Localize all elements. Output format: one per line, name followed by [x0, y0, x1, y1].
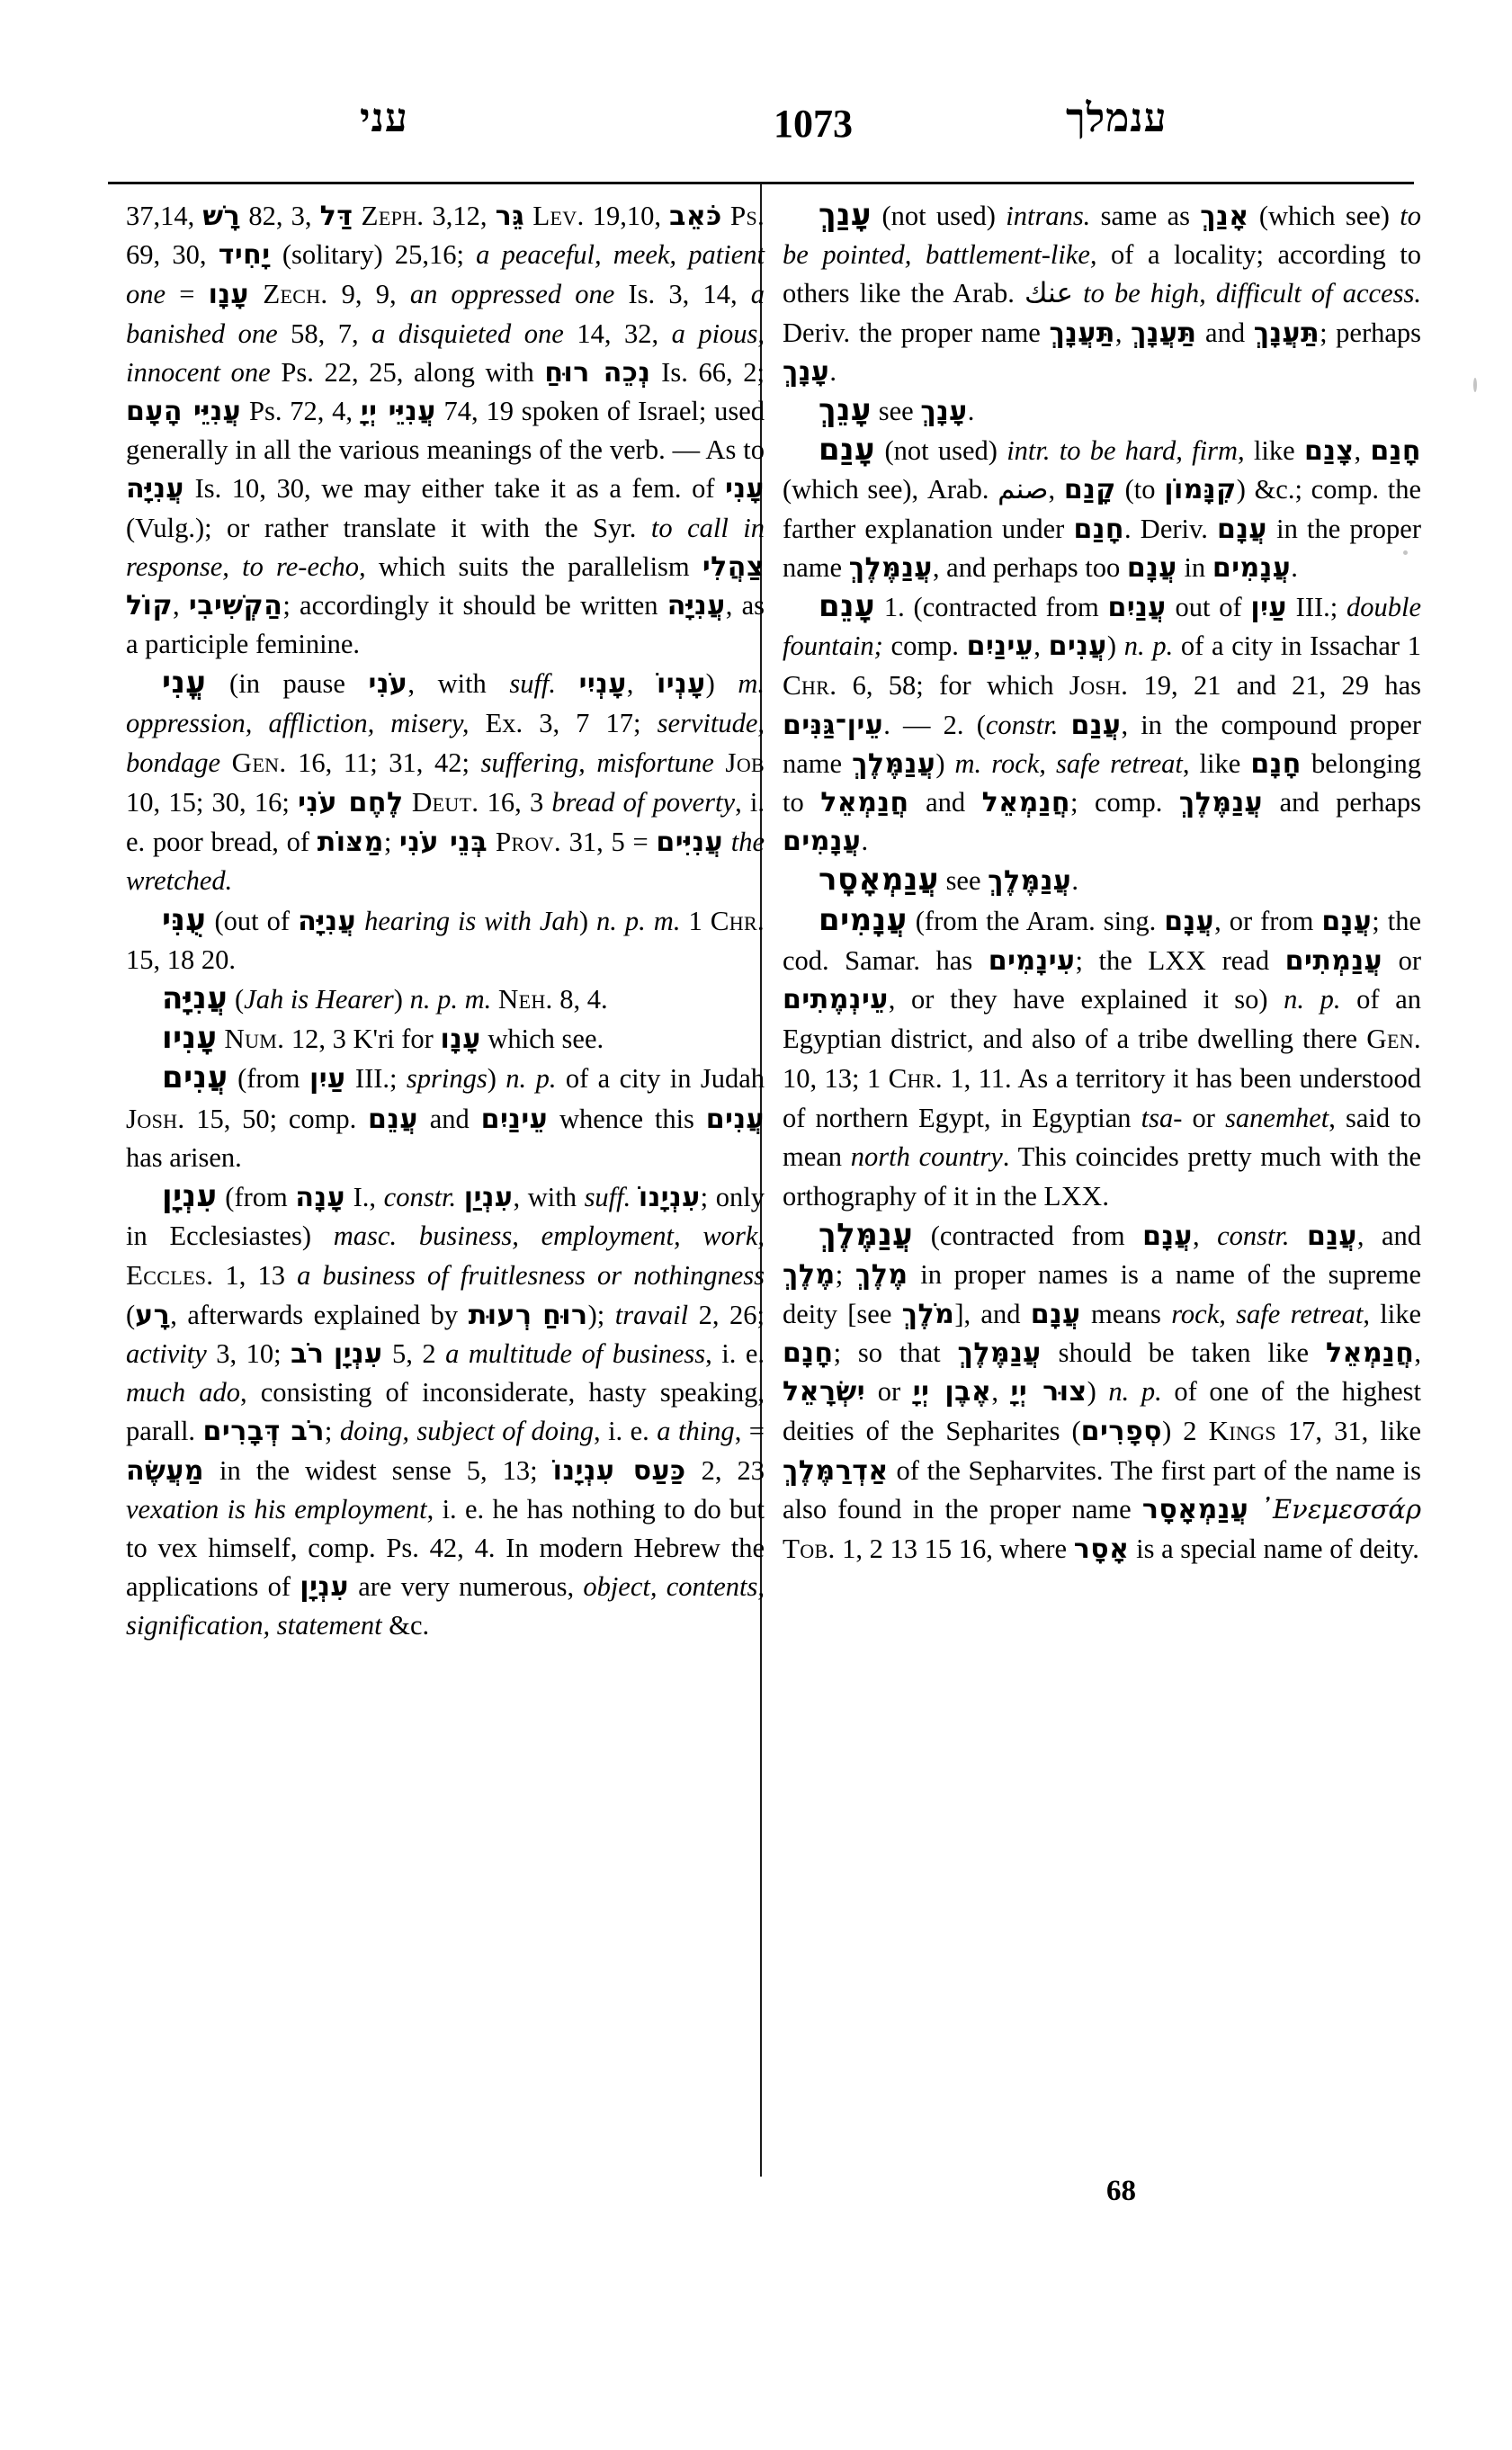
entry-paragraph: עִנְיָן (from עָנָה I., constr. עִנְיַן, with suff. עִנְיָנוֹ; only in Ecclesiastes) masc. business, employment, work, Eccles. 1, 13 a business of fruitlesness or nothingness (רָע, afterwards explained by רְעוּת רוּחַ); travail 2, 26; activity 3, 10; רֹב עִנְיָן 5, 2 a multitude of business, i. e. much ado, consisting of inconsiderate, hasty speaking, parall. רֹב דְּבָרִים; doing, subject of doing, i. e. a thing, = מַעֲשֶׂה in the widest sense 5, 13; כַּעַס עִנְיָנוֹ 2, 23 vexation is his employment, i. e. he has nothing to do but to vex himself, comp. Ps. 42, 4. In modern Hebrew the applications of עִנְיָן are very numerous, object, contents, signification, statement &c. [126, 1178, 765, 1641]
entry-paragraph: עֲנִים (from עַיִן III.; springs) n. p. of a city in Judah Josh. 15, 50; comp. עֲנֵם and עֵינַיִם whence this עֲנִים has arisen. [126, 1060, 765, 1173]
entry-paragraph: עָנֵם 1. (contracted from עֲנַיִם out of עַיִן III.; double fountain; comp. עֵינַיִם, עֲנִים) n. p. of a city in Issachar 1 Chr. 6, 58; for which Josh. 19, 21 and 21, 29 has עֵין־גַּנִּים. — 2. (constr. עֲנַם, in the compound proper name עֲנַמֶּלֶךְ) m. rock, safe retreat, like חָנָם belonging to חֲנַמְאֵל and חֲנַמְאֵל; comp. עֲנַמֶּלֶךְ and perhaps עֲנָמִים. [783, 588, 1422, 858]
scan-speck [1403, 550, 1408, 555]
header-left-catchword: עני [360, 96, 408, 140]
entry-paragraph: עָנִיו Num. 12, 3 K'ri for עָנָו which see. [162, 1020, 604, 1057]
entry-paragraph: עָנֵךְ see עָנָךְ. [819, 392, 975, 429]
entry-paragraph: עֲנָמִים (from the Aram. sing. עֲנָם, or from עֲנָם; the cod. Samar. has עִינָמִים; the LXX read עֲנַמְתִים or עֵינְמֶתִים, or they have explained it so) n. p. of an Egyptian district, and also of a tribe dwelling there Gen. 10, 13; 1 Chr. 1, 11. As a territory it has been understood of northern Egypt, in Egyptian tsa- or sanemhet, said to mean north country. This coincides pretty much with the orthography of it in the LXX. [783, 901, 1421, 1212]
left-column [126, 196, 765, 1646]
entry-paragraph: עֲנַמֶּלֶךְ (contracted from עֲנָם, constr. עֲנַם, and מֶלֶךְ; מֶלֶךְ in proper names is a name of the supreme deity [see מֹלֶךְ], and עֲנָם means rock, safe retreat, like חָנָם; so that עֲנַמֶּלֶךְ should be taken like חֲנַמְאֵל, יִשְׂרָאֵל or אֶבֶן יְיָ, צוּר יְיָ) n. p. of one of the highest deities of the Sepharites (סְפָרִים) 2 Kings 17, 31, like אַדְרַמֶּלֶךְ of the Sepharvites. The first part of the name is also found in the proper name עֲנַמְאָסָר ᾿Ενεμεσσάρ Tob. 1, 2 13 15 16, where אָסָר is a special name of deity. [783, 1217, 1422, 1565]
page-header [108, 96, 1412, 171]
entry-paragraph: עֲנִיָּה (Jah is Hearer) n. p. m. Neh. 8, 4. [162, 980, 608, 1017]
entry-paragraph: עָנַם (not used) intr. to be hard, firm, like צָנַם, חָנַם (which see), Arab. صنم, קָנַם (to קִנָּמוֹן) &c.; comp. the farther explanation under חָנַם. Deriv. עֲנָם in the proper name עֲנַמֶּלֶךְ, and perhaps too עֲנָם in עֲנָמִים. [783, 432, 1422, 584]
entry-paragraph: עֻנִּי (out of עֲנִיָּה hearing is with Jah) n. p. m. 1 Chr. 15, 18 20. [126, 901, 765, 975]
entry-paragraph: עֳנִי (in pause עֹנִי, with suff. עָנְיִי, עָנְיוֹ) m. oppression, affliction, misery, Ex. 3, 7 17; servitude, bondage Gen. 16, 11; 31, 42; suffering, misfortune Job 10, 15; 30, 16; לֶחֶם עֹנִי Deut. 16, 3 bread of poverty, i. e. poor bread, of מַצּוֹת; בְּנֵי עֹנִי Prov. 31, 5 = עֲנִיִּים the wretched. [126, 665, 765, 897]
header-right-catchword: ענמלך [1066, 96, 1168, 140]
entry-paragraph: עֲנַמְאָסָר see עֲנַמֶּלֶךְ. [819, 862, 1078, 899]
entry-paragraph: עָנַךְ (not used) intrans. same as אָנַךְ (which see) to be pointed, battlement-like, of a locality; according to others like the Arab. عنك to be high, difficult of access. Deriv. the proper name תַּעֲנָךְ, תַּעֲנָךְ and תַּעֲנָךְ; perhaps עָנָךְ. [783, 197, 1422, 388]
sheet-signature: 68 [1106, 2175, 1136, 2207]
scan-speck [1473, 378, 1477, 392]
page-number: 1073 [774, 102, 853, 146]
entry-paragraph: 37,14, רָשׁ 82, 3, דַּל Zeph. 3,12, גֵּר Lev. 19,10, כֹּאֵב Ps. 69, 30, יָחִיד (solitary) 25,16; a peaceful, meek, patient one = עָנָו Zech. 9, 9, an oppressed one Is. 3, 14, a banished one 58, 7, a disquieted one 14, 32, a pious, innocent one Ps. 22, 25, along with נְכֵה רוּחַ Is. 66, 2; עֲנִיֵּי הָעָם Ps. 72, 4, עֲנִיֵּי יְיָ 74, 19 spoken of Israel; used generally in all the various meanings of the verb. — As to עֲנִיָּה Is. 10, 30, we may either take it as a fem. of עָנִי (Vulg.); or rather translate it with the Syr. to call in response, to re-echo, which suits the parallelism צַהֲלִי קוֹל, הַקְשִׁיבִי; accordingly it should be written עֲנִיָּה, as a participle feminine. [126, 200, 765, 660]
right-column [783, 196, 1421, 1569]
